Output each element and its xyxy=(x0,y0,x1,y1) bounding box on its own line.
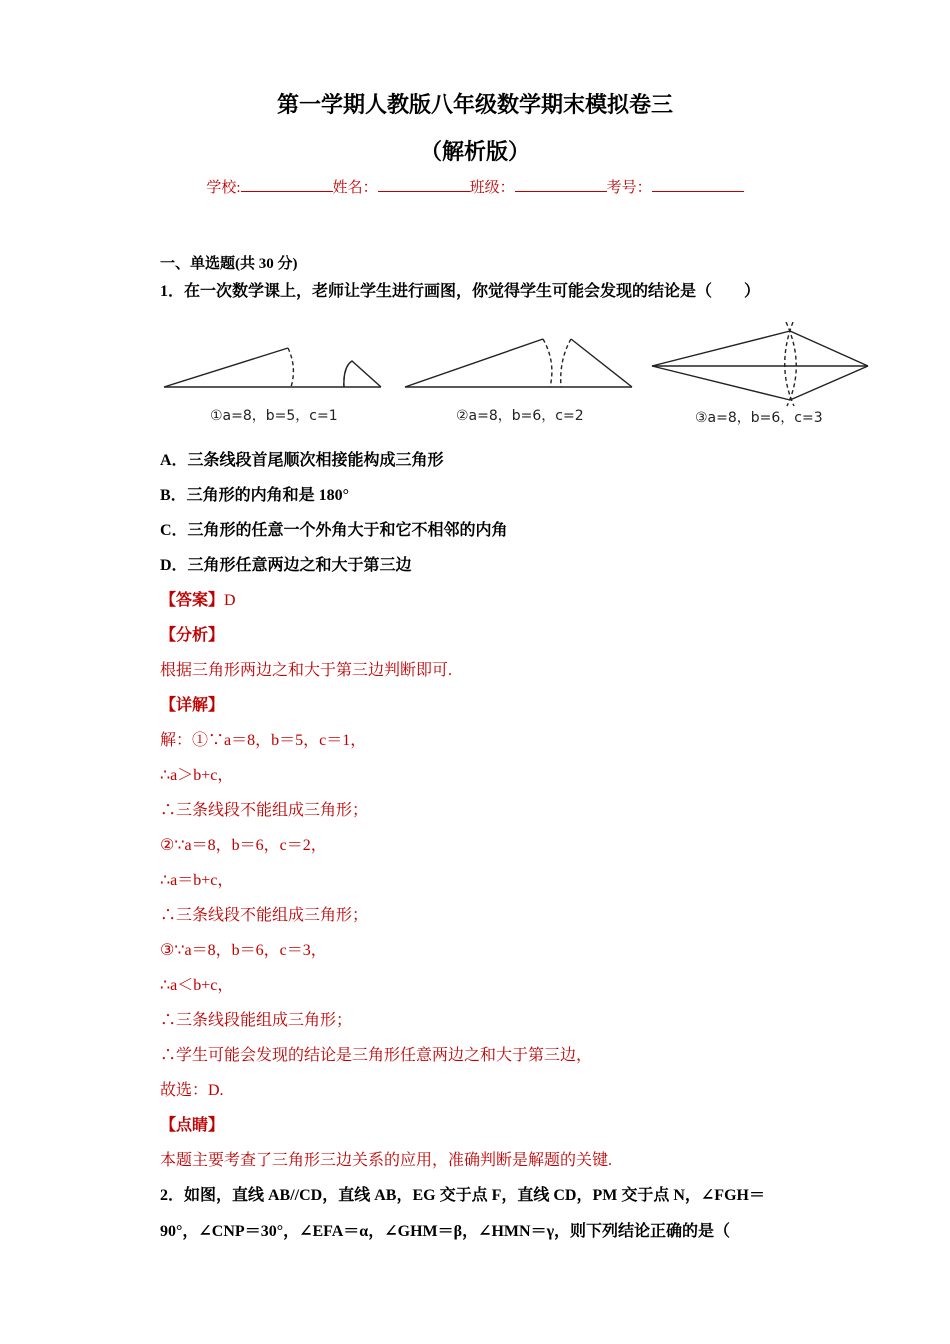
solution-step: ∴三条线段不能组成三角形； xyxy=(160,907,369,924)
figure-2-label: ②a=8，b=6，c=2 xyxy=(456,408,584,424)
option-b[interactable]: B．三角形的内角和是 180° xyxy=(160,487,350,504)
analysis-tag: 【分析】 xyxy=(160,627,225,644)
comment-text: 本题主要考查了三角形三边关系的应用，准确判断是解题的关键. xyxy=(160,1152,613,1169)
page-title: 第一学期人教版八年级数学期末模拟卷三 xyxy=(276,92,673,117)
solution-step: ∴a＜b+c， xyxy=(160,977,234,994)
student-info-line xyxy=(0,176,950,197)
analysis-text: 根据三角形两边之和大于第三边判断即可. xyxy=(160,662,453,679)
question-2-stem-line2: 90°，∠CNP＝30°，∠EFA＝α，∠GHM＝β，∠HMN＝γ，则下列结论正确的是（ xyxy=(160,1223,731,1240)
exam-no-label: 考号： xyxy=(606,180,652,196)
figure-2 xyxy=(405,339,632,387)
detail-tag: 【详解】 xyxy=(160,697,225,714)
solution-step: ②∵a＝8，b＝6，c＝2， xyxy=(160,837,327,854)
solution-step: 故选：D. xyxy=(160,1082,224,1099)
class-label: 班级： xyxy=(469,180,515,196)
option-c[interactable]: C．三角形的任意一个外角大于和它不相邻的内角 xyxy=(160,522,508,539)
answer-value: D xyxy=(224,592,236,609)
school-label: 学校: xyxy=(206,180,241,196)
school-blank[interactable] xyxy=(241,191,333,192)
answer-tag: 【答案】 xyxy=(160,592,225,609)
comment-tag: 【点睛】 xyxy=(160,1117,225,1134)
figure-1 xyxy=(164,348,381,387)
name-label: 姓名： xyxy=(332,180,378,196)
solution-step: ∴学生可能会发现的结论是三角形任意两边之和大于第三边， xyxy=(160,1047,593,1064)
exam-no-blank[interactable] xyxy=(652,191,744,192)
section-heading: 一、单选题(共 30 分) xyxy=(160,256,298,272)
question-1-figure xyxy=(160,322,880,434)
question-2-stem-line1: 2．如图，直线 AB//CD，直线 AB，EG 交于点 F，直线 CD，PM 交于点 N，∠FGH＝ xyxy=(160,1187,765,1204)
figure-1-label: ①a=8，b=5，c=1 xyxy=(210,408,338,424)
question-1-stem: 1．在一次数学课上，老师让学生进行画图，你觉得学生可能会发现的结论是（ ） xyxy=(160,283,761,300)
answer-line xyxy=(160,587,236,610)
class-blank[interactable] xyxy=(515,191,607,192)
option-d[interactable]: D．三角形任意两边之和大于第三边 xyxy=(160,557,412,574)
figure-3 xyxy=(652,322,868,406)
figure-3-label: ③a=8，b=6，c=3 xyxy=(695,410,823,426)
solution-step: ③∵a＝8，b＝6，c＝3， xyxy=(160,942,327,959)
solution-step: ∴三条线段不能组成三角形； xyxy=(160,802,369,819)
option-a[interactable]: A．三条线段首尾顺次相接能构成三角形 xyxy=(160,452,444,469)
solution-step: 解：①∵a＝8，b＝5，c＝1， xyxy=(160,732,367,749)
solution-step: ∴a＝b+c， xyxy=(160,872,234,889)
solution-step: ∴a＞b+c， xyxy=(160,767,234,784)
page-subtitle: （解析版） xyxy=(419,139,530,164)
solution-step: ∴三条线段能组成三角形； xyxy=(160,1012,353,1029)
name-blank[interactable] xyxy=(378,191,470,192)
